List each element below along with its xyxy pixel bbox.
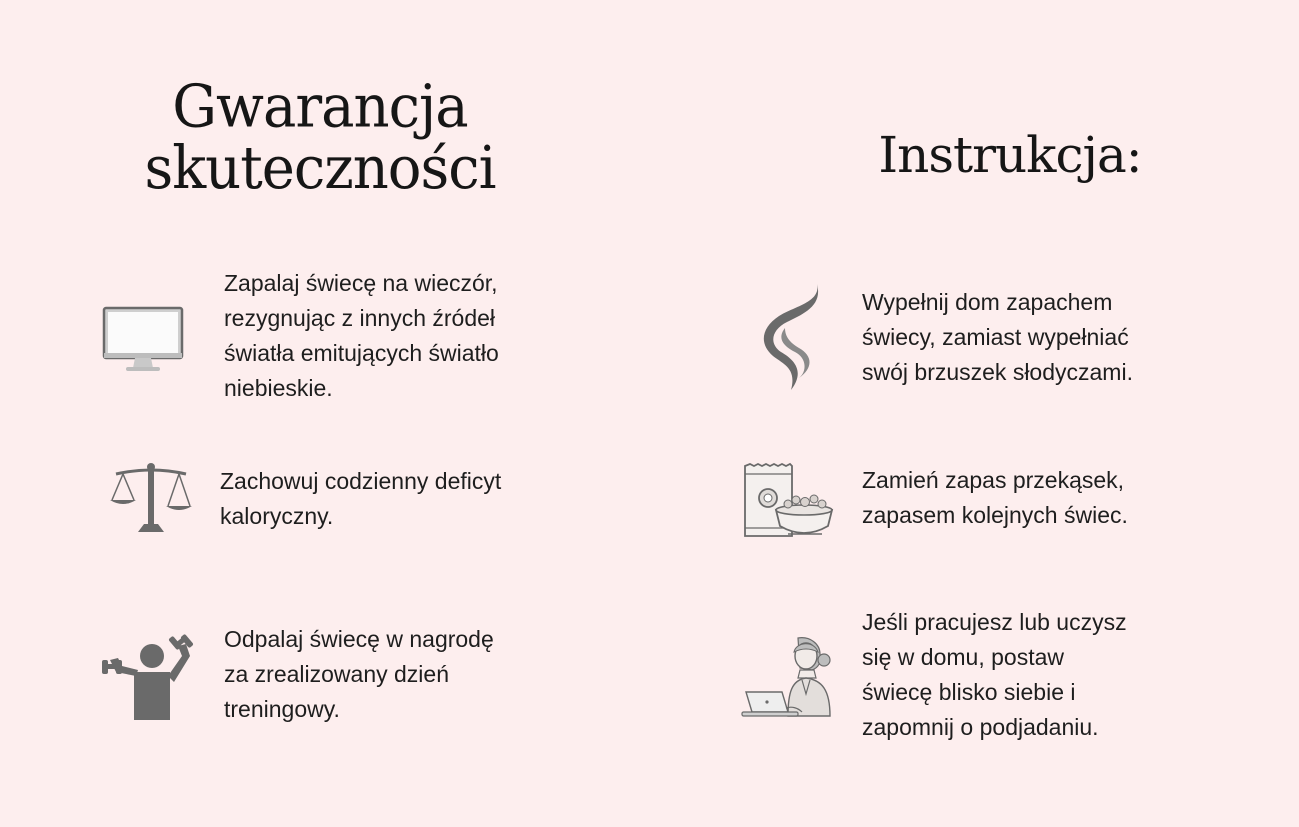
left-item-2-text: Zachowuj codzienny deficyt kaloryczny. [220, 468, 502, 529]
left-item-1-text: Zapalaj świecę na wieczór, rezygnując z innych źródeł światła emitujących światło niebieskie. [224, 270, 499, 401]
left-heading-line2: skuteczności [144, 133, 496, 203]
right-item-1-text: Wypełnij dom zapachem świecy, zamiast wypełniać swój brzuszek słodyczami. [862, 289, 1133, 385]
right-item-3-text: Jeśli pracujesz lub uczysz się w domu, postaw świecę blisko siebie i zapomnij o podjadaniu. [862, 609, 1127, 740]
scale-icon [108, 462, 194, 534]
left-item-3-text: Odpalaj świecę w nagrodę za zrealizowany dzień treningowy. [224, 626, 494, 722]
left-heading-line1: Gwarancja [172, 72, 468, 142]
woman-laptop-icon [740, 634, 840, 718]
weightlifter-icon [100, 630, 200, 724]
snacks-icon [742, 462, 836, 542]
smoke-icon [755, 282, 825, 392]
left-heading [100, 72, 540, 203]
right-item-2-text: Zamień zapas przekąsek, zapasem kolejnych świec. [862, 467, 1128, 528]
monitor-icon [102, 306, 184, 374]
right-heading: Instrukcja: [878, 126, 1142, 184]
